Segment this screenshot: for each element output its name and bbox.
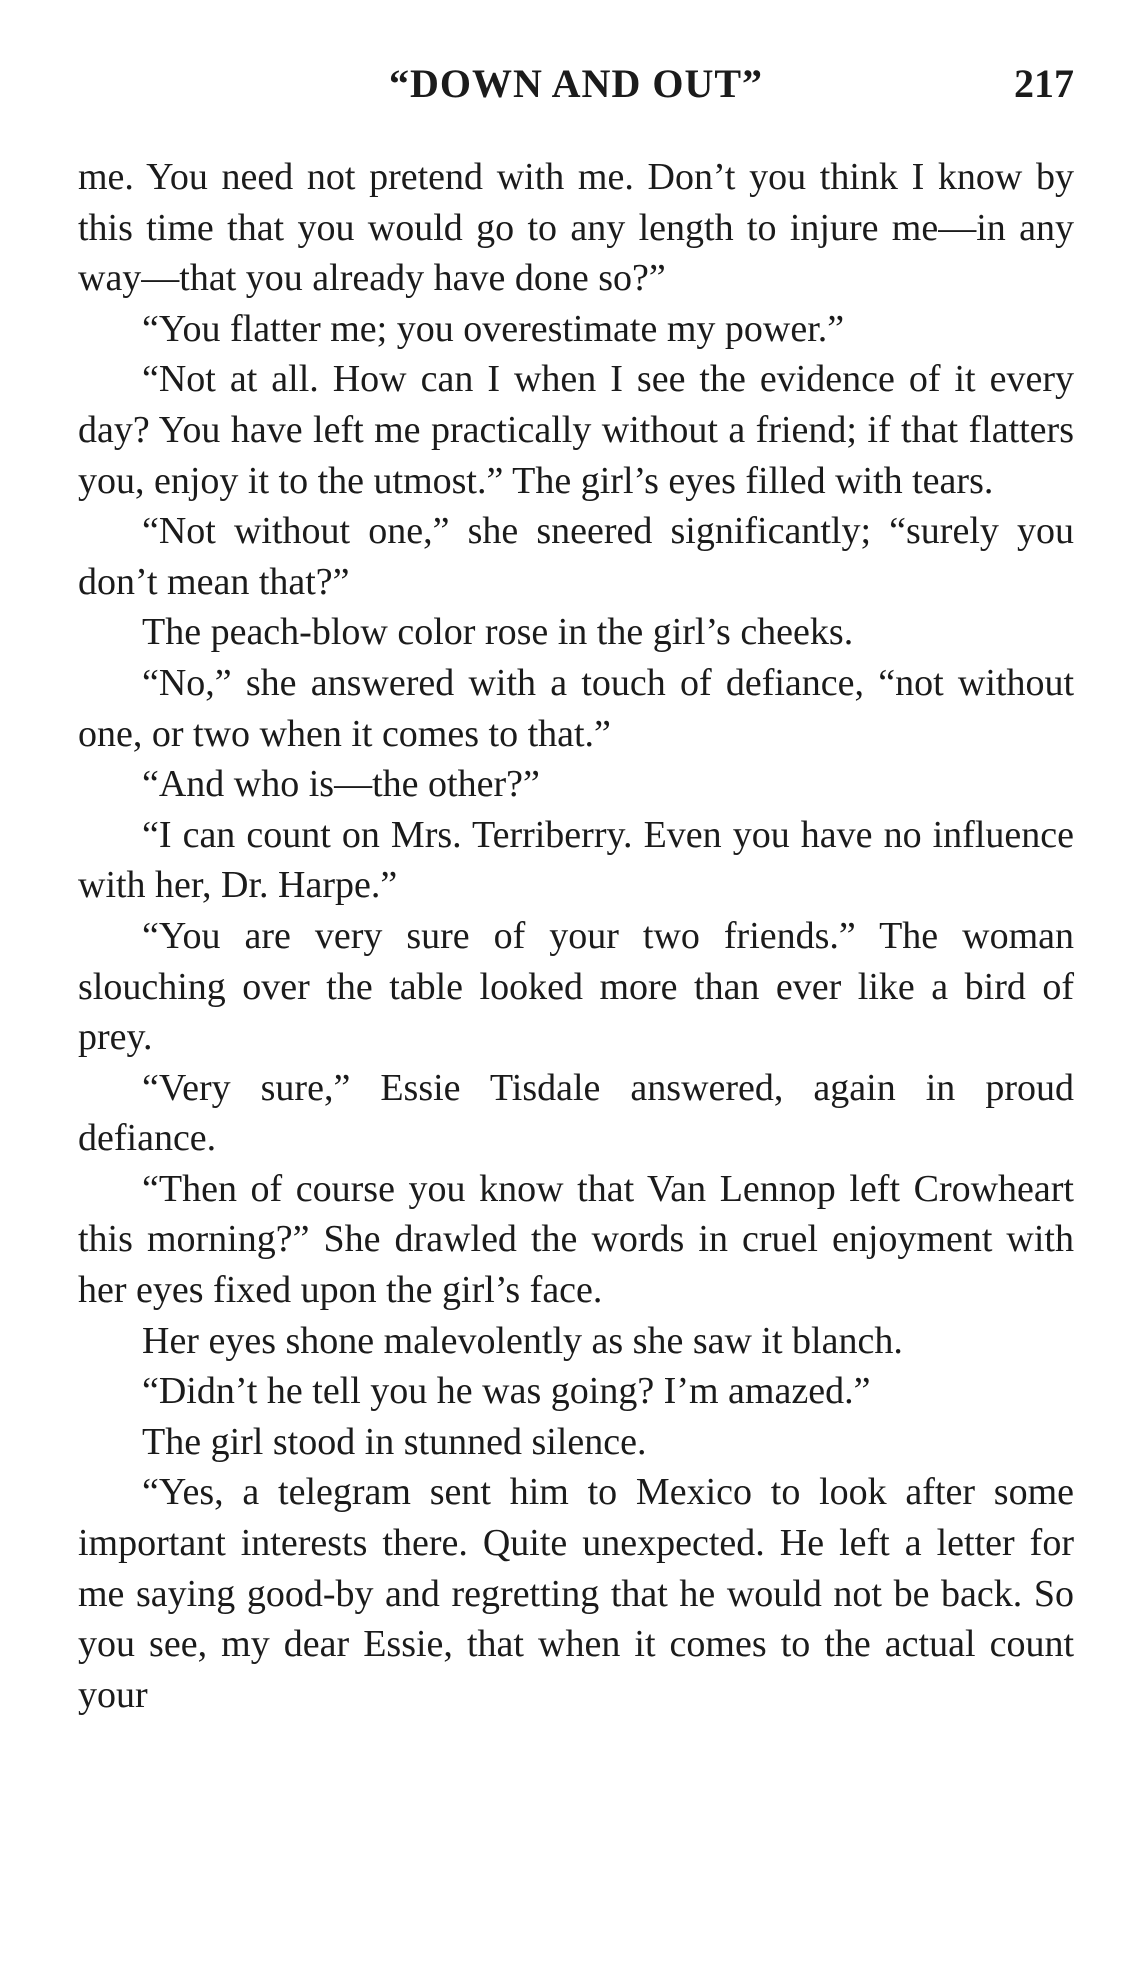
running-head	[78, 60, 1074, 112]
paragraph: “Not without one,” she sneered significantly; “surely you don’t mean that?”	[78, 510, 1074, 603]
paragraph: “And who is—the other?”	[142, 763, 540, 806]
paragraph: The girl stood in stunned silence.	[142, 1420, 647, 1463]
paragraph: “Didn’t he tell you he was going? I’m amazed.”	[142, 1370, 871, 1413]
paragraph: “You flatter me; you overestimate my power.”	[142, 307, 845, 350]
paragraph: “Not at all. How can I when I see the evidence of it every day? You have left me practically without a friend; if that flatters you, enjoy it to the utmost.” The girl’s eyes filled with tears.	[78, 358, 1074, 502]
paragraph: “No,” she answered with a touch of defiance, “not without one, or two when it comes to that.”	[78, 661, 1074, 755]
paragraph: “I can count on Mrs. Terriberry. Even you have no influence with her, Dr. Harpe.”	[78, 813, 1074, 907]
paragraph: “Very sure,” Essie Tisdale answered, again in proud defiance.	[78, 1066, 1074, 1160]
paragraph: “You are very sure of your two friends.” The woman slouching over the table looked more than ever like a bird of prey.	[78, 914, 1074, 1059]
body-text	[78, 152, 1074, 1720]
paragraph: Her eyes shone malevolently as she saw it blanch.	[142, 1319, 903, 1362]
chapter-title: “DOWN AND OUT”	[388, 61, 764, 106]
paragraph: “Yes, a telegram sent him to Mexico to look after some important interests there. Quite unexpected. He left a letter for me saying good-by and regretting that he would not be back. So you see, my dear Essie, that when it comes to the actual count your	[78, 1471, 1074, 1716]
page-number: 217	[1014, 61, 1074, 106]
paragraph: The peach-blow color rose in the girl’s cheeks.	[142, 611, 854, 654]
paragraph: “Then of course you know that Van Lennop left Crowheart this morning?” She drawled the words in cruel enjoyment with her eyes fixed upon the girl’s face.	[78, 1167, 1074, 1312]
paragraph: me. You need not pretend with me. Don’t you think I know by this time that you would go to any length to injure me—in any way—that you already have done so?”	[78, 156, 1074, 300]
